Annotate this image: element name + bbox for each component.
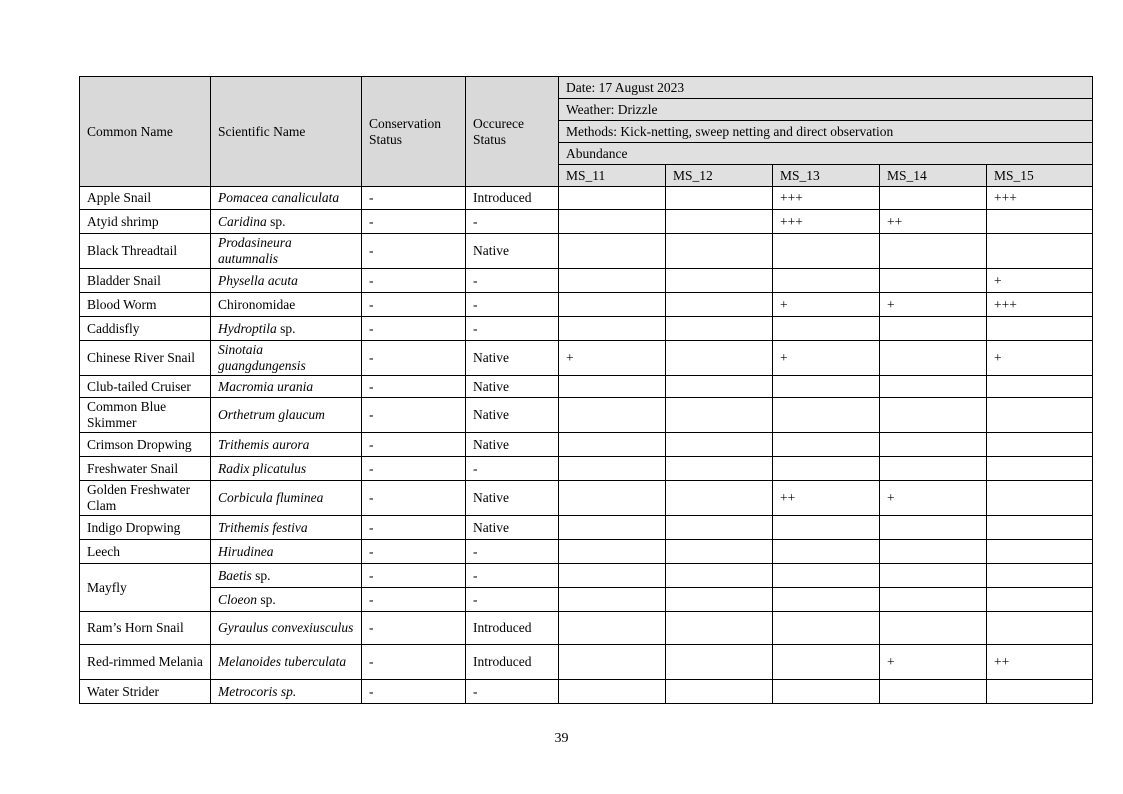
scientific-name: Caridina	[218, 213, 267, 229]
abundance-cell	[559, 317, 666, 341]
abundance-cell	[666, 612, 773, 645]
common-name-cell: Atyid shrimp	[80, 210, 211, 234]
header-weather: Weather: Drizzle	[559, 99, 1093, 121]
conservation-status-cell: -	[362, 317, 466, 341]
conservation-status-cell: -	[362, 398, 466, 433]
common-name-cell: Freshwater Snail	[80, 457, 211, 481]
scientific-name: Trithemis aurora	[218, 436, 310, 452]
conservation-status-cell: -	[362, 210, 466, 234]
table-row	[80, 269, 1093, 293]
abundance-cell	[559, 516, 666, 540]
conservation-status-cell: -	[362, 433, 466, 457]
abundance-cell	[773, 645, 880, 680]
abundance-cell	[987, 588, 1093, 612]
table-row	[80, 210, 1093, 234]
occurrence-status-cell: Introduced	[466, 645, 559, 680]
header-site: MS_12	[666, 165, 773, 187]
abundance-cell	[987, 317, 1093, 341]
abundance-cell	[666, 376, 773, 398]
abundance-cell	[773, 317, 880, 341]
scientific-name-suffix: sp.	[266, 213, 286, 229]
abundance-cell	[987, 564, 1093, 588]
abundance-cell	[880, 516, 987, 540]
abundance-cell	[666, 317, 773, 341]
abundance-cell: +	[987, 269, 1093, 293]
abundance-cell	[666, 481, 773, 516]
abundance-cell	[666, 433, 773, 457]
abundance-cell	[559, 210, 666, 234]
header-site: MS_11	[559, 165, 666, 187]
occurrence-status-cell: -	[466, 540, 559, 564]
abundance-cell: +	[559, 341, 666, 376]
abundance-cell	[666, 341, 773, 376]
scientific-name-suffix: sp.	[276, 320, 296, 336]
occurrence-status-cell: Native	[466, 516, 559, 540]
scientific-name-cell	[211, 317, 362, 341]
common-name-cell: Indigo Dropwing	[80, 516, 211, 540]
occurrence-status-cell: Native	[466, 376, 559, 398]
abundance-cell	[559, 398, 666, 433]
scientific-name-cell	[211, 540, 362, 564]
abundance-cell	[559, 680, 666, 704]
abundance-cell	[666, 269, 773, 293]
header-abundance: Abundance	[559, 143, 1093, 165]
abundance-cell	[666, 210, 773, 234]
abundance-cell	[987, 234, 1093, 269]
conservation-status-cell: -	[362, 588, 466, 612]
abundance-cell	[773, 269, 880, 293]
header-conservation-status: Conservation Status	[362, 77, 466, 187]
scientific-name-cell	[211, 210, 362, 234]
occurrence-status-cell: Native	[466, 341, 559, 376]
conservation-status-cell: -	[362, 376, 466, 398]
abundance-cell	[880, 398, 987, 433]
abundance-cell: ++	[987, 645, 1093, 680]
page-number: 39	[554, 731, 569, 746]
abundance-cell	[987, 376, 1093, 398]
abundance-cell	[666, 516, 773, 540]
abundance-cell: +++	[773, 210, 880, 234]
conservation-status-cell: -	[362, 540, 466, 564]
scientific-name-cell	[211, 293, 362, 317]
abundance-cell	[773, 376, 880, 398]
abundance-cell	[559, 457, 666, 481]
abundance-cell	[987, 457, 1093, 481]
common-name-cell: Apple Snail	[80, 187, 211, 210]
scientific-name-cell	[211, 564, 362, 588]
abundance-cell	[987, 210, 1093, 234]
scientific-name-cell	[211, 187, 362, 210]
scientific-name: Metrocoris sp.	[218, 683, 297, 699]
occurrence-status-cell: -	[466, 680, 559, 704]
common-name-cell: Common Blue Skimmer	[80, 398, 211, 433]
abundance-cell: +	[987, 341, 1093, 376]
scientific-name: Macromia urania	[218, 378, 314, 394]
table-row	[80, 645, 1093, 680]
abundance-cell	[559, 612, 666, 645]
abundance-cell	[880, 187, 987, 210]
abundance-cell	[987, 481, 1093, 516]
abundance-cell	[666, 645, 773, 680]
abundance-cell	[559, 645, 666, 680]
abundance-cell	[666, 588, 773, 612]
occurrence-status-cell: Native	[466, 398, 559, 433]
common-name-cell: Ram’s Horn Snail	[80, 612, 211, 645]
scientific-name-suffix: sp.	[257, 591, 276, 607]
abundance-cell: +++	[773, 187, 880, 210]
table-row	[80, 317, 1093, 341]
conservation-status-cell: -	[362, 187, 466, 210]
common-name-cell: Red-rimmed Melania	[80, 645, 211, 680]
scientific-name: Physella acuta	[218, 272, 298, 288]
abundance-cell	[773, 398, 880, 433]
header-methods: Methods: Kick-netting, sweep netting and direct observation	[559, 121, 1093, 143]
abundance-cell	[559, 187, 666, 210]
abundance-cell	[666, 457, 773, 481]
occurrence-status-cell: Native	[466, 234, 559, 269]
abundance-cell	[987, 612, 1093, 645]
abundance-cell	[880, 341, 987, 376]
conservation-status-cell: -	[362, 481, 466, 516]
scientific-name: Hirudinea	[218, 543, 274, 559]
conservation-status-cell: -	[362, 341, 466, 376]
abundance-cell: +	[773, 341, 880, 376]
abundance-cell	[880, 564, 987, 588]
table-row	[80, 612, 1093, 645]
scientific-name-cell	[211, 376, 362, 398]
abundance-cell	[987, 433, 1093, 457]
conservation-status-cell: -	[362, 234, 466, 269]
scientific-name-cell	[211, 457, 362, 481]
occurrence-status-cell: Native	[466, 481, 559, 516]
abundance-cell	[880, 376, 987, 398]
abundance-cell	[559, 376, 666, 398]
common-name-cell: Leech	[80, 540, 211, 564]
abundance-cell	[666, 680, 773, 704]
header-occurrence-status: Occurece Status	[466, 77, 559, 187]
scientific-name: Prodasineura autumnalis	[218, 235, 292, 266]
common-name-cell: Golden Freshwater Clam	[80, 481, 211, 516]
table-row	[80, 187, 1093, 210]
abundance-cell	[773, 588, 880, 612]
occurrence-status-cell: Native	[466, 433, 559, 457]
abundance-cell	[880, 433, 987, 457]
scientific-name-cell	[211, 269, 362, 293]
abundance-cell	[773, 516, 880, 540]
abundance-cell	[559, 234, 666, 269]
abundance-cell	[880, 680, 987, 704]
table-row	[80, 540, 1093, 564]
occurrence-status-cell: -	[466, 457, 559, 481]
abundance-cell	[559, 269, 666, 293]
common-name-cell: Bladder Snail	[80, 269, 211, 293]
common-name-cell: Crimson Dropwing	[80, 433, 211, 457]
scientific-name-cell	[211, 398, 362, 433]
abundance-cell	[773, 612, 880, 645]
abundance-cell	[773, 457, 880, 481]
abundance-cell	[666, 398, 773, 433]
scientific-name: Gyraulus convexiusculus	[218, 620, 354, 636]
scientific-name: Sinotaia guangdungensis	[218, 342, 306, 373]
common-name-cell: Chinese River Snail	[80, 341, 211, 376]
abundance-cell	[880, 317, 987, 341]
abundance-cell	[773, 540, 880, 564]
abundance-cell	[880, 612, 987, 645]
conservation-status-cell: -	[362, 269, 466, 293]
occurrence-status-cell: -	[466, 269, 559, 293]
scientific-name: Corbicula fluminea	[218, 490, 324, 506]
occurrence-status-cell: -	[466, 588, 559, 612]
scientific-name-cell	[211, 680, 362, 704]
scientific-name: Pomacea canaliculata	[218, 190, 340, 206]
common-name-cell: Blood Worm	[80, 293, 211, 317]
abundance-cell	[987, 398, 1093, 433]
common-name-cell: Black Threadtail	[80, 234, 211, 269]
scientific-name-suffix: Chironomidae	[218, 296, 296, 312]
scientific-name: Orthetrum glaucum	[218, 407, 325, 423]
table-row	[80, 398, 1093, 433]
abundance-cell	[666, 540, 773, 564]
abundance-cell	[559, 588, 666, 612]
common-name-cell: Mayfly	[80, 564, 211, 612]
abundance-cell	[559, 293, 666, 317]
scientific-name-cell	[211, 612, 362, 645]
scientific-name: Melanoides tuberculata	[218, 654, 347, 670]
scientific-name-cell	[211, 341, 362, 376]
common-name-cell: Water Strider	[80, 680, 211, 704]
table-row	[80, 588, 1093, 612]
conservation-status-cell: -	[362, 293, 466, 317]
abundance-cell: +++	[987, 187, 1093, 210]
scientific-name-cell	[211, 516, 362, 540]
abundance-cell	[559, 564, 666, 588]
abundance-cell: ++	[773, 481, 880, 516]
table-row	[80, 680, 1093, 704]
scientific-name-cell	[211, 481, 362, 516]
abundance-cell	[773, 680, 880, 704]
table-row	[80, 433, 1093, 457]
occurrence-status-cell: -	[466, 293, 559, 317]
table-row	[80, 376, 1093, 398]
table-row	[80, 564, 1093, 588]
table-row	[80, 293, 1093, 317]
scientific-name-cell	[211, 433, 362, 457]
abundance-cell	[880, 269, 987, 293]
abundance-cell: +	[880, 481, 987, 516]
header-site: MS_13	[773, 165, 880, 187]
table-row	[80, 234, 1093, 269]
header-site: MS_14	[880, 165, 987, 187]
abundance-cell: +	[773, 293, 880, 317]
abundance-cell	[559, 540, 666, 564]
header-date: Date: 17 August 2023	[559, 77, 1093, 99]
abundance-cell	[773, 234, 880, 269]
header-scientific-name: Scientific Name	[211, 77, 362, 187]
abundance-cell	[666, 187, 773, 210]
conservation-status-cell: -	[362, 680, 466, 704]
abundance-cell	[880, 457, 987, 481]
abundance-cell	[880, 540, 987, 564]
conservation-status-cell: -	[362, 516, 466, 540]
abundance-cell	[987, 680, 1093, 704]
abundance-cell	[666, 293, 773, 317]
table-row	[80, 516, 1093, 540]
occurrence-status-cell: -	[466, 317, 559, 341]
abundance-cell	[666, 564, 773, 588]
abundance-cell	[987, 516, 1093, 540]
occurrence-status-cell: -	[466, 210, 559, 234]
table-row	[80, 481, 1093, 516]
abundance-cell	[559, 481, 666, 516]
abundance-cell	[559, 433, 666, 457]
table-row	[80, 341, 1093, 376]
common-name-cell: Club-tailed Cruiser	[80, 376, 211, 398]
scientific-name: Hydroptila	[218, 320, 277, 336]
scientific-name: Radix plicatulus	[218, 460, 307, 476]
conservation-status-cell: -	[362, 457, 466, 481]
abundance-cell: +	[880, 645, 987, 680]
scientific-name: Trithemis festiva	[218, 519, 308, 535]
abundance-cell	[880, 234, 987, 269]
conservation-status-cell: -	[362, 645, 466, 680]
conservation-status-cell: -	[362, 612, 466, 645]
abundance-cell	[880, 588, 987, 612]
scientific-name: Baetis	[218, 567, 252, 583]
scientific-name-cell	[211, 588, 362, 612]
occurrence-status-cell: Introduced	[466, 187, 559, 210]
common-name-cell: Caddisfly	[80, 317, 211, 341]
abundance-cell	[773, 564, 880, 588]
abundance-cell	[666, 234, 773, 269]
occurrence-status-cell: -	[466, 564, 559, 588]
scientific-name-cell	[211, 234, 362, 269]
occurrence-status-cell: Introduced	[466, 612, 559, 645]
species-survey-table	[79, 76, 1093, 704]
abundance-cell	[773, 433, 880, 457]
scientific-name: Cloeon	[218, 591, 257, 607]
scientific-name-suffix: sp.	[251, 567, 271, 583]
header-common-name: Common Name	[80, 77, 211, 187]
abundance-cell: ++	[880, 210, 987, 234]
table-row	[80, 457, 1093, 481]
header-site: MS_15	[987, 165, 1093, 187]
abundance-cell: +++	[987, 293, 1093, 317]
scientific-name-cell	[211, 645, 362, 680]
abundance-cell	[987, 540, 1093, 564]
abundance-cell: +	[880, 293, 987, 317]
conservation-status-cell: -	[362, 564, 466, 588]
